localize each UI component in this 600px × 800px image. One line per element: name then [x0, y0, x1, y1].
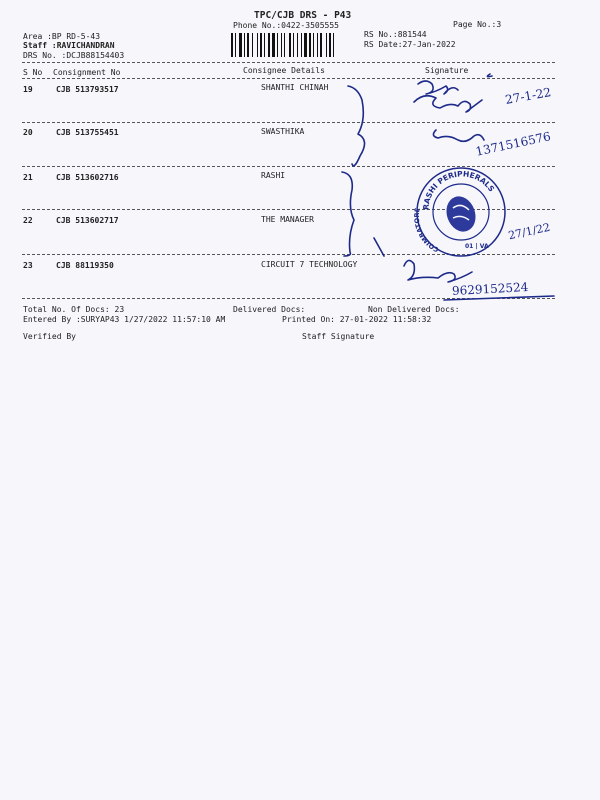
barcode-bar	[313, 33, 314, 57]
barcode-bar	[235, 33, 236, 57]
stamp-city-text: COIMBATORE	[412, 207, 441, 254]
barcode-bar	[244, 33, 245, 57]
row-consignee: CIRCUIT 7 TECHNOLOGY	[261, 260, 358, 269]
barcode-bar	[326, 33, 327, 57]
barcode-bar	[293, 33, 294, 57]
barcode	[231, 33, 359, 57]
barcode-bar	[247, 33, 249, 57]
row-sno: 23	[23, 261, 33, 270]
col-sno: S No	[23, 68, 43, 77]
row-consignment-no: CJB 513602717	[56, 216, 119, 225]
col-signature: Signature	[425, 66, 469, 75]
barcode-bar	[304, 33, 307, 57]
row-consignee: RASHI	[261, 171, 286, 180]
row-consignment-no: CJB 88119350	[56, 261, 114, 270]
rs-number: RS No.:881544	[364, 30, 427, 39]
entered-by: Entered By :SURYAP43 1/27/2022 11:57:10 AM	[23, 315, 226, 324]
row-consignee: SHANTHI CHINAH	[261, 83, 329, 92]
drs-number: DRS No. :DCJB88154403	[23, 51, 125, 60]
barcode-bar	[268, 33, 270, 57]
barcode-bar	[320, 33, 322, 57]
company-stamp	[413, 164, 509, 260]
row-consignment-no: CJB 513755451	[56, 128, 119, 137]
barcode-bar	[252, 33, 253, 57]
svg-text:COIMBATORE	[413, 207, 440, 253]
col-consignee: Consignee Details	[243, 66, 325, 75]
row-sno: 19	[23, 85, 33, 94]
delivered-docs: Delivered Docs:	[233, 305, 306, 314]
handwritten-date: 27/1/22	[507, 220, 552, 243]
barcode-bar	[281, 33, 282, 57]
barcode-bar	[333, 33, 334, 57]
row-sno: 22	[23, 216, 33, 225]
barcode-bar	[231, 33, 233, 57]
barcode-bar	[309, 33, 311, 57]
rs-date: RS Date:27-Jan-2022	[364, 40, 456, 49]
area-label: Area :BP RD-5-43	[23, 32, 101, 41]
printed-on: Printed On: 27-01-2022 11:58:32	[282, 315, 432, 324]
barcode-bar	[317, 33, 318, 57]
barcode-bar	[272, 33, 275, 57]
row-sno: 21	[23, 173, 33, 182]
row-consignment-no: CJB 513602716	[56, 173, 119, 182]
total-docs: Total No. Of Docs: 23	[23, 305, 125, 314]
phone-number: Phone No.:0422-3505555	[233, 21, 339, 30]
row-consignment-no: CJB 513793517	[56, 85, 119, 94]
barcode-bar	[277, 33, 278, 57]
staff-signature: Staff Signature	[302, 332, 375, 341]
stamp-unit-text: 01 | VA	[465, 243, 489, 250]
handwritten-phone: 1371516576	[474, 129, 552, 159]
handwritten-date: 27-1-22	[504, 85, 553, 107]
non-delivered-docs: Non Delivered Docs:	[368, 305, 460, 314]
row-consignee: THE MANAGER	[261, 215, 314, 224]
barcode-bar	[239, 33, 242, 57]
barcode-bar	[260, 33, 262, 57]
barcode-bar	[301, 33, 302, 57]
barcode-bar	[257, 33, 258, 57]
col-consignment: Consignment No	[53, 68, 121, 77]
barcode-bar	[329, 33, 331, 57]
barcode-bar	[264, 33, 265, 57]
barcode-bar	[289, 33, 291, 57]
stamp-company-text: RASHI PERIPHERALS	[421, 169, 497, 211]
row-consignee: SWASTHIKA	[261, 127, 305, 136]
document-title: TPC/CJB DRS - P43	[254, 10, 352, 21]
handwritten-phone: 9629152524	[451, 280, 529, 298]
verified-by: Verified By	[23, 332, 76, 341]
page-number: Page No.:3	[453, 20, 502, 29]
barcode-bar	[297, 33, 298, 57]
staff-name: Staff :RAVICHANDRAN	[23, 41, 115, 50]
barcode-bar	[284, 33, 285, 57]
row-sno: 20	[23, 128, 33, 137]
